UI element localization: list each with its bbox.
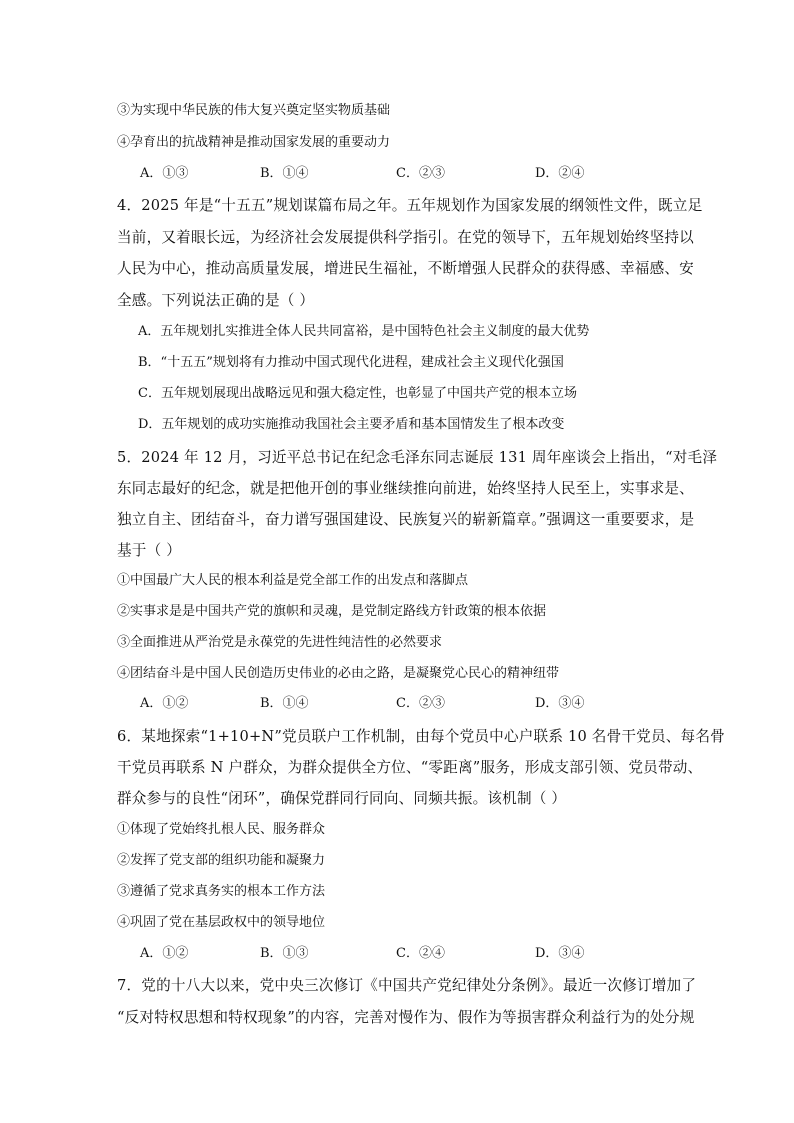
q3-option-d[interactable]: D．②④ (535, 166, 585, 181)
q3-option-c[interactable]: C．②③ (396, 166, 445, 181)
q3-option-b[interactable]: B．①④ (260, 166, 309, 181)
q3-item-3: ③为实现中华民族的伟大复兴奠定坚实物质基础 (117, 103, 391, 118)
q5-option-c[interactable]: C．②③ (396, 696, 445, 711)
q6-options (140, 944, 700, 964)
q4-stem-line-4: 全感。下列说法正确的是（ ） (117, 292, 315, 309)
q6-option-a[interactable]: A．①② (140, 946, 189, 961)
q7-stem-line-2: “反对特权思想和特权现象”的内容，完善对慢作为、假作为等损害群众利益行为的处分规 (117, 1009, 695, 1026)
q6-stem-line-1: 6．某地探索“1+10+N”党员联户工作机制，由每个党员中心户联系 10 名骨干党员、每名骨 (117, 728, 725, 745)
q4-choice-d[interactable]: D．五年规划的成功实施推动我国社会主要矛盾和基本国情发生了根本改变 (138, 417, 565, 432)
q4-stem-line-2: 当前，又着眼长远，为经济社会发展提供科学指引。在党的领导下，五年规划始终坚持以 (117, 229, 694, 246)
q5-stem-line-2: 东同志最好的纪念，就是把他开创的事业继续推向前进，始终坚持人民至上，实事求是、 (117, 480, 694, 497)
q4-choice-b[interactable]: B．“十五五”规划将有力推动中国式现代化进程，建成社会主义现代化强国 (138, 355, 564, 370)
q6-item-2: ②发挥了党支部的组织功能和凝聚力 (117, 853, 326, 868)
q5-option-a[interactable]: A．①② (140, 696, 189, 711)
q6-item-3: ③遵循了党求真务实的根本工作方法 (117, 884, 326, 899)
q4-choice-a[interactable]: A．五年规划扎实推进全体人民共同富裕，是中国特色社会主义制度的最大优势 (138, 324, 590, 339)
q4-choice-c[interactable]: C．五年规划展现出战略远见和强大稳定性，也彰显了中国共产党的根本立场 (138, 386, 577, 401)
q3-option-a[interactable]: A．①③ (140, 166, 189, 181)
q7-stem-line-1: 7．党的十八大以来，党中央三次修订《中国共产党纪律处分条例》。最近一次修订增加了 (117, 977, 697, 994)
q6-item-4: ④巩固了党在基层政权中的领导地位 (117, 915, 326, 930)
q5-option-d[interactable]: D．③④ (535, 696, 585, 711)
q5-option-b[interactable]: B．①④ (260, 696, 309, 711)
q6-option-d[interactable]: D．③④ (535, 946, 585, 961)
q5-item-4: ④团结奋斗是中国人民创造历史伟业的必由之路，是凝聚党心民心的精神纽带 (117, 666, 560, 681)
q6-option-c[interactable]: C．②④ (396, 946, 445, 961)
q3-item-4: ④孕育出的抗战精神是推动国家发展的重要动力 (117, 135, 391, 150)
q6-item-1: ①体现了党始终扎根人民、服务群众 (117, 822, 326, 837)
q6-option-b[interactable]: B．①③ (260, 946, 309, 961)
q4-stem-line-1: 4．2025 年是“十五五”规划谋篇布局之年。五年规划作为国家发展的纲领性文件，既立足 (117, 197, 703, 214)
q4-stem-line-3: 人民为中心，推动高质量发展，增进民生福祉，不断增强人民群众的获得感、幸福感、安 (117, 260, 694, 277)
q5-item-2: ②实事求是是中国共产党的旗帜和灵魂，是党制定路线方针政策的根本依据 (117, 604, 547, 619)
q5-stem-line-3: 独立自主、团结奋斗，奋力谱写强国建设、民族复兴的崭新篇章。”强调这一重要要求，是 (117, 511, 695, 528)
q5-options (140, 694, 700, 714)
q5-stem-line-1: 5．2024 年 12 月，习近平总书记在纪念毛泽东同志诞辰 131 周年座谈会上指出，“对毛泽 (117, 449, 718, 466)
q5-stem-line-4: 基于（ ） (117, 542, 182, 559)
q3-options (140, 164, 700, 184)
q6-stem-line-3: 群众参与的良性“闭环”，确保党群同行同向、同频共振。该机制（ ） (117, 790, 567, 807)
q6-stem-line-2: 干党员再联系 N 户群众，为群众提供全方位、“零距离”服务，形成支部引领、党员带动、 (117, 759, 703, 776)
q5-item-1: ①中国最广大人民的根本利益是党全部工作的出发点和落脚点 (117, 573, 469, 588)
q5-item-3: ③全面推进从严治党是永葆党的先进性纯洁性的必然要求 (117, 635, 443, 650)
